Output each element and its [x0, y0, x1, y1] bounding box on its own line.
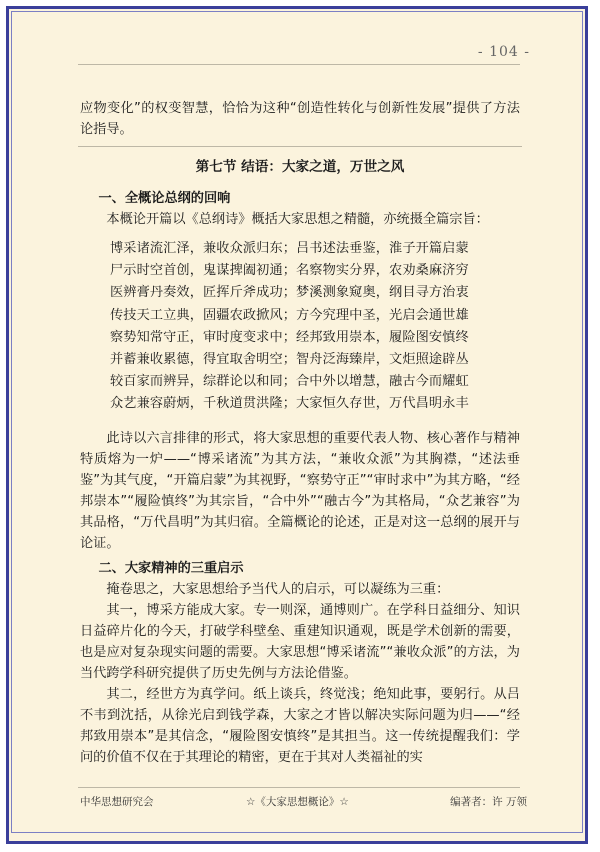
- page-body: [80, 98, 520, 768]
- paragraph-5: 其二，经世方为真学问。纸上谈兵，终觉浅；绝知此事，要躬行。从吕不韦到沈括，从徐光启到钱学森，大家之才皆以解决实际问题为归——“经邦致用崇本”是其信念，“履险图安慎终”是其担当。这一传统提醒我们：学问的价值不仅在于其理论的精密，更在于其对人类福祉的实: [80, 686, 520, 765]
- paragraph-3: 掩卷思之，大家思想给予当代人的启示，可以凝练为三重：: [106, 581, 450, 597]
- poem-block: [80, 238, 520, 416]
- heading-1: 一、全概论总纲的回响: [98, 191, 231, 206]
- poem-line: 尸示时空首创，鬼谋捭阖初通；名察物实分界，农劝桑麻济穷: [110, 263, 469, 279]
- footer-author: 编著者：许 万领: [450, 796, 527, 808]
- poem-line: 众艺兼容蔚炳，千秋道贯洪隆；大家恒久存世，万代昌明永丰: [110, 396, 469, 412]
- section-title: 第七节 结语：大家之道，万世之风: [195, 159, 405, 175]
- section-rule: [78, 146, 522, 147]
- poem-line: 并蓄兼收累德，得宜取舍明空；智舟泛海臻岸，文炬照途辟丛: [110, 352, 469, 368]
- intro-paragraph: 应物变化”的权变智慧，恰恰为这种“创造性转化与创新性发展”提供了方法论指导。: [80, 101, 520, 137]
- paragraph-4: 其一，博采方能成大家。专一则深，通博则广。在学科日益细分、知识日益碎片化的今天，打破学科壁垒、重建知识通观，既是学术创新的需要，也是应对复杂现实问题的需要。大家思想“博采诸流”“兼收众派”的方法，为当代跨学科研究提供了历史先例与方法论借鉴。: [80, 602, 520, 681]
- poem-line: 较百家而辨异，综群论以和同；合中外以增慧，融古今而耀虹: [110, 374, 469, 390]
- footer-rule: [78, 787, 520, 788]
- poem-line: 察势知常守正，审时度变求中；经邦致用崇本，履险图安慎终: [110, 329, 469, 345]
- poem-line: 传技天工立典，固疆农政掀风；方今究理中圣，光启会通世雄: [110, 307, 469, 323]
- page-number: - 104 -: [477, 44, 530, 60]
- poem-line: 医辨膏丹奏效，匠挥斤斧成功；梦溪测象窥奥，纲目寻方治衷: [110, 285, 469, 301]
- footer-book-title: ☆《大家思想概论》☆: [246, 796, 349, 808]
- paragraph-2: 此诗以六言排律的形式，将大家思想的重要代表人物、核心著作与精神特质熔为一炉——“博采诸流”为其方法，“兼收众派”为其胸襟，“述法垂鉴”为其气度，“开篇启蒙”为其视野，“察势守正”“审时求中”为其方略，“经邦崇本”“履险慎终”为其宗旨，“合中外”“融古今”为其格局，“众艺兼容”为其品格，“万代昌明”为其归宿。全篇概论的论述，正是对这一总纲的展开与论证。: [80, 430, 520, 551]
- header-rule: [78, 64, 520, 65]
- paragraph-1: 本概论开篇以《总纲诗》概括大家思想之精髓，亦统摄全篇宗旨：: [106, 212, 489, 227]
- footer-publisher: 中华思想研究会: [80, 796, 154, 808]
- heading-2: 二、大家精神的三重启示: [98, 560, 244, 576]
- poem-line: 博采诸流汇泽，兼收众派归东；吕书述法垂鉴，淮子开篇启蒙: [110, 241, 469, 256]
